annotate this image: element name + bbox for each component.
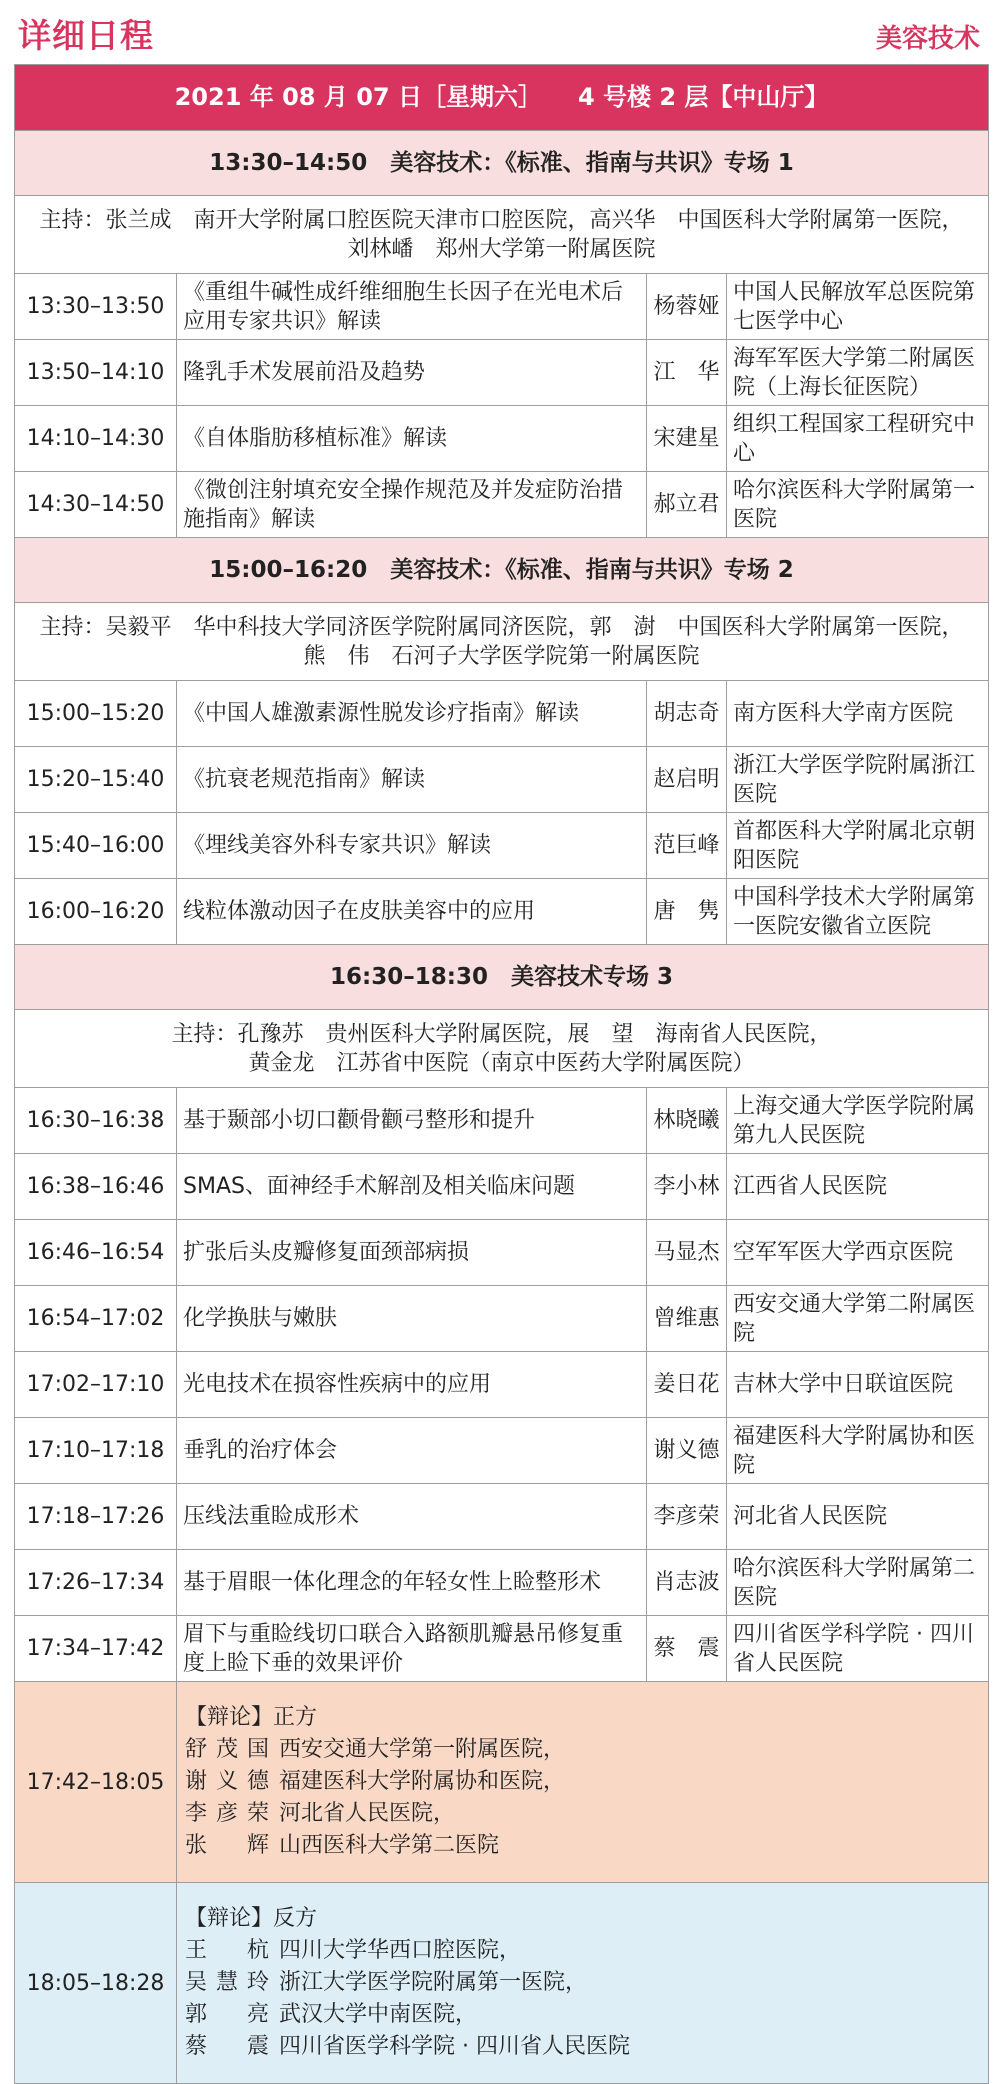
talk-row [15,747,989,813]
talk-row [15,274,989,340]
talk-institution: 上海交通大学医学院附属第九人民医院 [727,1088,989,1154]
debate-member [185,1766,980,1798]
debate-member [185,1830,980,1862]
talk-time: 17:02–17:10 [15,1352,177,1418]
debate-member-institution: 西安交通大学第一附属医院， [279,1737,566,1762]
debate-heading: 【辩论】反方 [185,1906,318,1931]
debate-member-name: 舒茂国 [185,1737,269,1762]
debate-member [185,1999,980,2031]
talk-row [15,1088,989,1154]
talk-speaker: 谢义德 [647,1418,727,1484]
talk-row [15,813,989,879]
debate-member-name: 郭 亮 [185,2002,269,2027]
session-chairs-row [15,603,989,681]
session-chairs [15,196,989,274]
talk-row [15,1286,989,1352]
talk-row [15,1550,989,1616]
talk-time: 14:10–14:30 [15,406,177,472]
talk-institution: 中国科学技术大学附属第一医院安徽省立医院 [727,879,989,945]
talk-speaker: 唐 隽 [647,879,727,945]
debate-content [177,1883,989,2084]
talk-row [15,879,989,945]
talk-time: 13:30–13:50 [15,274,177,340]
talk-speaker: 江 华 [647,340,727,406]
session-title: 16:30–18:30 美容技术专场 3 [15,945,989,1010]
session-header-row [15,131,989,196]
debate-member-name: 李彦荣 [185,1801,269,1826]
talk-speaker: 杨蓉娅 [647,274,727,340]
talk-topic: 基于颞部小切口颧骨颧弓整形和提升 [177,1088,647,1154]
schedule-body [15,65,989,2084]
talk-speaker: 李小林 [647,1154,727,1220]
session-header-row [15,945,989,1010]
talk-time: 17:26–17:34 [15,1550,177,1616]
talk-topic: 扩张后头皮瓣修复面颈部病损 [177,1220,647,1286]
talk-speaker: 宋建星 [647,406,727,472]
talk-time: 15:40–16:00 [15,813,177,879]
talk-topic: 《自体脂肪移植标准》解读 [177,406,647,472]
debate-member-name: 张 辉 [185,1833,269,1858]
talk-institution: 哈尔滨医科大学附属第二医院 [727,1550,989,1616]
talk-institution: 海军军医大学第二附属医院（上海长征医院） [727,340,989,406]
talk-row [15,1418,989,1484]
talk-time: 15:20–15:40 [15,747,177,813]
debate-member [185,2031,980,2063]
debate-member-name: 王 杭 [185,1938,269,1963]
talk-time: 16:00–16:20 [15,879,177,945]
talk-row [15,1154,989,1220]
talk-topic: 《中国人雄激素源性脱发诊疗指南》解读 [177,681,647,747]
session-chairs [15,1010,989,1088]
chair-line: 主持：孔豫苏 贵州医科大学附属医院，展 望 海南省人民医院， [171,1021,832,1047]
date-row [15,65,989,131]
talk-topic: 线粒体激动因子在皮肤美容中的应用 [177,879,647,945]
talk-row [15,1484,989,1550]
chair-line: 主持：张兰成 南开大学附属口腔医院天津市口腔医院，高兴华 中国医科大学附属第一医院， [39,207,964,233]
talk-row [15,340,989,406]
chair-line: 刘林嶓 郑州大学第一附属医院 [347,236,656,262]
debate-member-institution: 四川省医学科学院 · 四川省人民医院 [279,2034,630,2059]
debate-member [185,1935,980,1967]
talk-institution: 江西省人民医院 [727,1154,989,1220]
schedule-table [14,64,989,2084]
talk-institution: 福建医科大学附属协和医院 [727,1418,989,1484]
debate-member [185,1734,980,1766]
talk-speaker: 郝立君 [647,472,727,538]
talk-time: 15:00–15:20 [15,681,177,747]
debate-pro-row [15,1682,989,1883]
talk-institution: 首都医科大学附属北京朝阳医院 [727,813,989,879]
top-bar [0,0,1000,62]
debate-member-institution: 福建医科大学附属协和医院， [279,1769,566,1794]
session-title: 15:00–16:20 美容技术：《标准、指南与共识》专场 2 [15,538,989,603]
talk-speaker: 李彦荣 [647,1484,727,1550]
debate-time: 17:42–18:05 [15,1682,177,1883]
debate-member-institution: 四川大学华西口腔医院， [279,1938,522,1963]
talk-institution: 哈尔滨医科大学附属第一医院 [727,472,989,538]
session-chairs-row [15,1010,989,1088]
talk-topic: 《埋线美容外科专家共识》解读 [177,813,647,879]
talk-topic: 垂乳的治疗体会 [177,1418,647,1484]
debate-member-institution: 武汉大学中南医院， [279,2002,478,2027]
talk-institution: 浙江大学医学院附属浙江医院 [727,747,989,813]
talk-topic: 压线法重睑成形术 [177,1484,647,1550]
talk-row [15,1616,989,1682]
talk-institution: 组织工程国家工程研究中心 [727,406,989,472]
talk-time: 16:54–17:02 [15,1286,177,1352]
talk-speaker: 曾维惠 [647,1286,727,1352]
talk-institution: 空军军医大学西京医院 [727,1220,989,1286]
debate-content [177,1682,989,1883]
talk-institution: 四川省医学科学院 · 四川省人民医院 [727,1616,989,1682]
talk-topic: SMAS、面神经手术解剖及相关临床问题 [177,1154,647,1220]
talk-row [15,681,989,747]
talk-row [15,406,989,472]
page-title: 详细日程 [18,16,154,55]
talk-row [15,1352,989,1418]
debate-time: 18:05–18:28 [15,1883,177,2084]
talk-topic: 隆乳手术发展前沿及趋势 [177,340,647,406]
talk-time: 14:30–14:50 [15,472,177,538]
talk-speaker: 肖志波 [647,1550,727,1616]
talk-speaker: 马显杰 [647,1220,727,1286]
talk-institution: 吉林大学中日联谊医院 [727,1352,989,1418]
talk-institution: 南方医科大学南方医院 [727,681,989,747]
debate-heading: 【辩论】正方 [185,1705,318,1730]
talk-topic: 光电技术在损容性疾病中的应用 [177,1352,647,1418]
talk-time: 13:50–14:10 [15,340,177,406]
debate-member-institution: 河北省人民医院， [279,1801,456,1826]
talk-topic: 《微创注射填充安全操作规范及并发症防治措施指南》解读 [177,472,647,538]
debate-member-institution: 山西医科大学第二医院 [279,1833,500,1858]
talk-topic: 《抗衰老规范指南》解读 [177,747,647,813]
debate-member [185,1967,980,1999]
session-chairs-row [15,196,989,274]
debate-member-institution: 浙江大学医学院附属第一医院， [279,1970,588,1995]
debate-member-name: 谢义德 [185,1769,269,1794]
talk-speaker: 赵启明 [647,747,727,813]
talk-time: 17:18–17:26 [15,1484,177,1550]
session-chairs [15,603,989,681]
chair-line: 主持：吴毅平 华中科技大学同济医学院附属同济医院，郭 澍 中国医科大学附属第一医院， [39,614,964,640]
talk-topic: 眉下与重睑线切口联合入路额肌瓣悬吊修复重度上睑下垂的效果评价 [177,1616,647,1682]
chair-line: 熊 伟 石河子大学医学院第一附属医院 [303,643,700,669]
talk-time: 16:46–16:54 [15,1220,177,1286]
talk-time: 16:38–16:46 [15,1154,177,1220]
chair-line: 黄金龙 江苏省中医院（南京中医药大学附属医院） [248,1050,755,1076]
session-header-row [15,538,989,603]
debate-member-name: 吴慧玲 [185,1970,269,1995]
talk-institution: 西安交通大学第二附属医院 [727,1286,989,1352]
talk-institution: 河北省人民医院 [727,1484,989,1550]
talk-institution: 中国人民解放军总医院第七医学中心 [727,274,989,340]
date-banner: 2021 年 08 月 07 日［星期六］ 4 号楼 2 层【中山厅】 [15,65,989,131]
talk-speaker: 林晓曦 [647,1088,727,1154]
talk-topic: 《重组牛碱性成纤维细胞生长因子在光电术后应用专家共识》解读 [177,274,647,340]
talk-time: 17:10–17:18 [15,1418,177,1484]
talk-time: 17:34–17:42 [15,1616,177,1682]
session-title: 13:30–14:50 美容技术：《标准、指南与共识》专场 1 [15,131,989,196]
talk-topic: 化学换肤与嫩肤 [177,1286,647,1352]
section-tag: 美容技术 [875,24,980,54]
debate-con-row [15,1883,989,2084]
talk-time: 16:30–16:38 [15,1088,177,1154]
talk-speaker: 姜日花 [647,1352,727,1418]
talk-speaker: 胡志奇 [647,681,727,747]
talk-speaker: 蔡 震 [647,1616,727,1682]
talk-topic: 基于眉眼一体化理念的年轻女性上睑整形术 [177,1550,647,1616]
debate-member-name: 蔡 震 [185,2034,269,2059]
debate-member [185,1798,980,1830]
talk-speaker: 范巨峰 [647,813,727,879]
talk-row [15,1220,989,1286]
talk-row [15,472,989,538]
